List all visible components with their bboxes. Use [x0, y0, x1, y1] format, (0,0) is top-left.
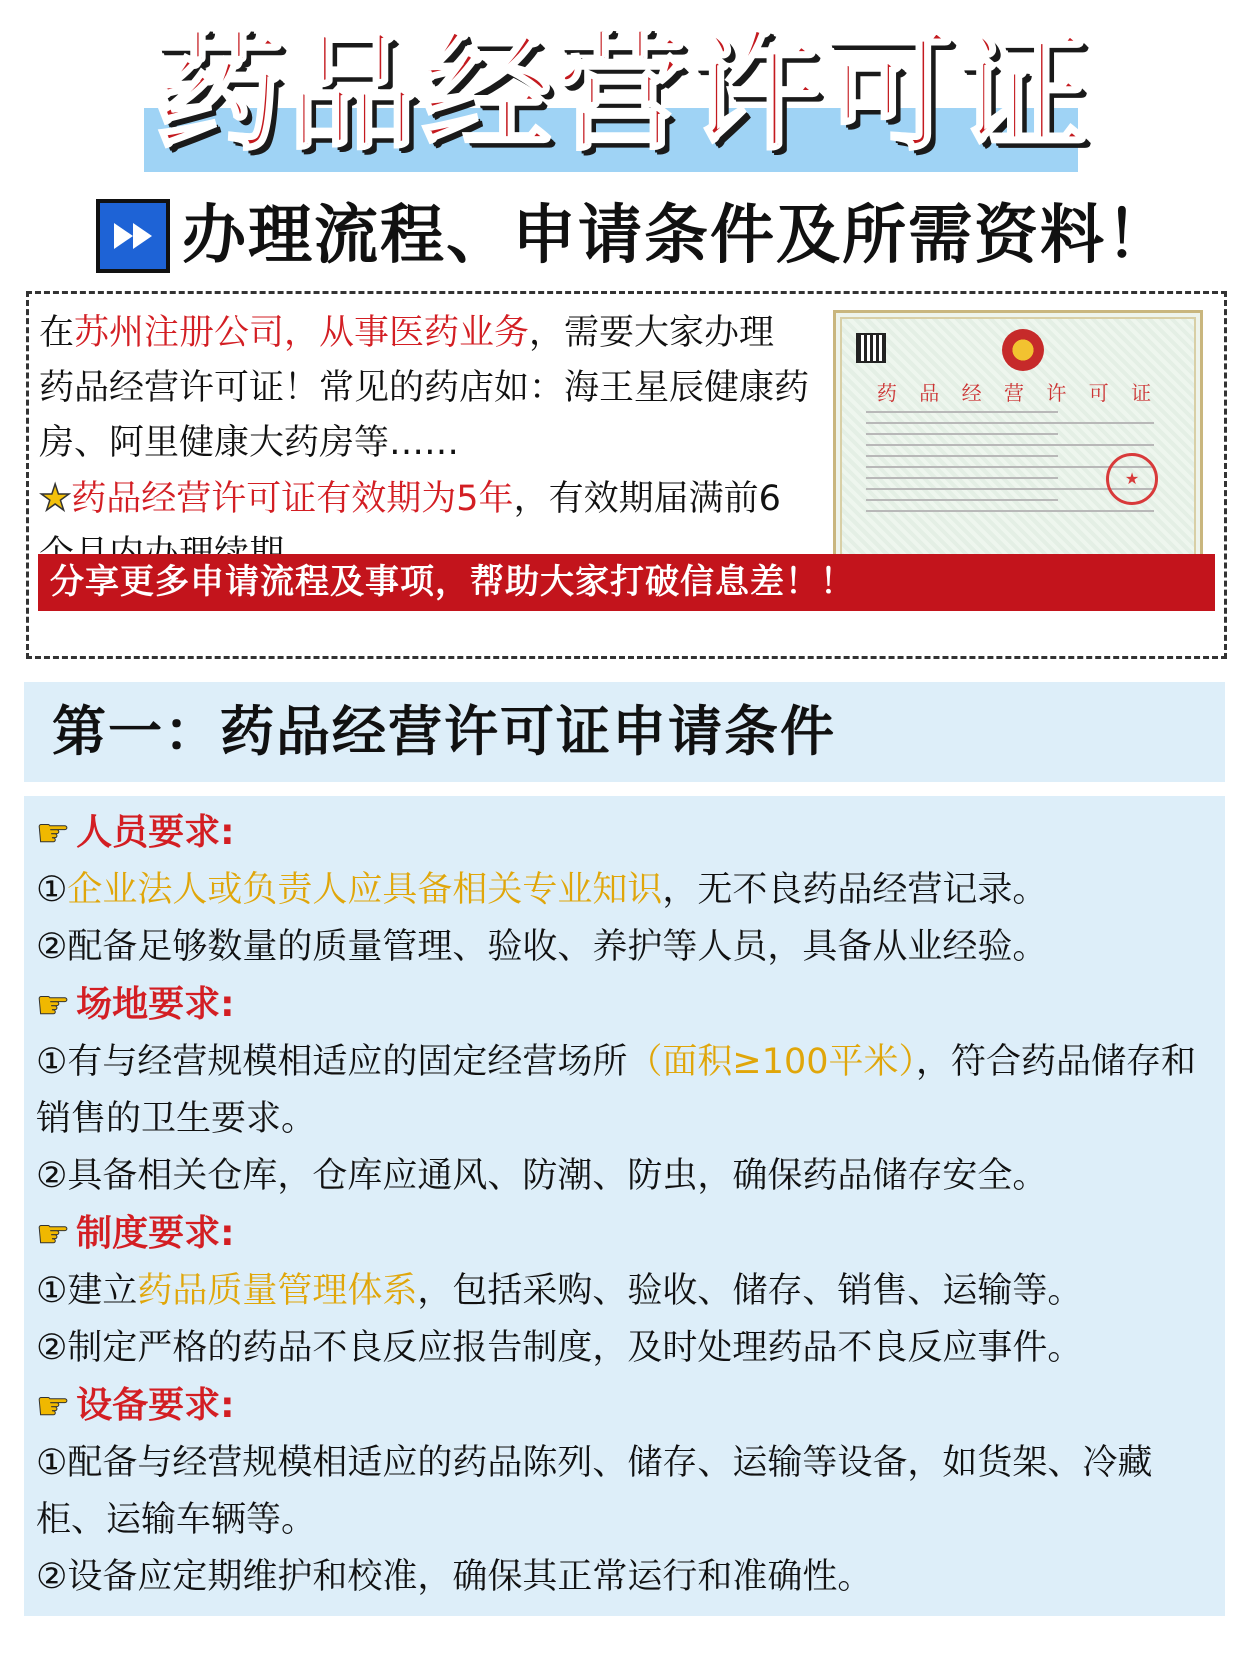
requirements-list — [36, 804, 1216, 1606]
intro-text — [39, 306, 809, 582]
group-title-text: 场地要求: — [76, 984, 235, 1025]
group-title-text: 人员要求: — [76, 812, 235, 853]
star-icon: ★ — [39, 478, 72, 519]
page-title: 药品经营许可证 — [153, 16, 1092, 168]
pointing-hand-icon: ☛ — [36, 1384, 71, 1428]
subtitle-row — [96, 196, 1172, 276]
list-item: ①企业法人或负责人应具备相关专业知识，无不良药品经营记录。 — [36, 870, 1048, 910]
group-title-equipment — [36, 1377, 1216, 1435]
intro-p1-post: ，需要大家办理药品经营许可证！常见的药店如：海王星辰健康药房、阿里健康大药房等…… — [39, 313, 810, 463]
group-title-text: 制度要求: — [76, 1213, 235, 1254]
share-banner: 分享更多申请流程及事项，帮助大家打破信息差！！ — [38, 554, 1215, 611]
qr-code-icon — [856, 333, 886, 363]
pointing-hand-icon: ☛ — [36, 1212, 71, 1256]
subtitle: 办理流程、申请条件及所需资料！ — [182, 199, 1172, 273]
list-item: ①有与经营规模相适应的固定经营场所（面积≥100平米），符合药品储存和销售的卫生要求。 — [36, 1042, 1197, 1139]
group-title-site — [36, 976, 1216, 1034]
intro-p2-post: ，有效期届满前6 — [513, 479, 781, 519]
pointing-hand-icon: ☛ — [36, 983, 71, 1027]
list-item: ①配备与经营规模相适应的药品陈列、储存、运输等设备，如货架、冷藏柜、运输车辆等。 — [36, 1443, 1153, 1540]
requirements-panel — [24, 796, 1225, 1616]
section-header — [24, 682, 1225, 782]
list-item: ②配备足够数量的质量管理、验收、养护等人员，具备从业经验。 — [36, 927, 1048, 967]
list-item: ②设备应定期维护和校准，确保其正常运行和准确性。 — [36, 1557, 873, 1597]
list-item: ①建立药品质量管理体系，包括采购、验收、储存、销售、运输等。 — [36, 1271, 1083, 1311]
intro-box — [26, 291, 1227, 659]
list-item: ②具备相关仓库，仓库应通风、防潮、防虫，确保药品储存安全。 — [36, 1156, 1048, 1196]
intro-p1-pre: 在 — [39, 313, 75, 353]
red-seal-icon: ★ — [1106, 453, 1158, 505]
group-title-text: 设备要求: — [76, 1385, 235, 1426]
license-title: 药 品 经 营 许 可 证 — [876, 381, 1160, 405]
intro-p1-highlight: 苏州注册公司，从事医药业务 — [74, 313, 530, 353]
play-forward-icon — [96, 199, 170, 273]
section-title: 第一：药品经营许可证申请条件 — [52, 700, 836, 763]
group-title-personnel — [36, 804, 1216, 862]
group-title-system — [36, 1205, 1216, 1263]
pointing-hand-icon: ☛ — [36, 811, 71, 855]
intro-p2-highlight: 药品经营许可证有效期为5年 — [71, 479, 514, 519]
list-item: ②制定严格的药品不良反应报告制度，及时处理药品不良反应事件。 — [36, 1328, 1083, 1368]
license-image — [833, 310, 1203, 572]
national-emblem-icon — [1002, 329, 1044, 371]
